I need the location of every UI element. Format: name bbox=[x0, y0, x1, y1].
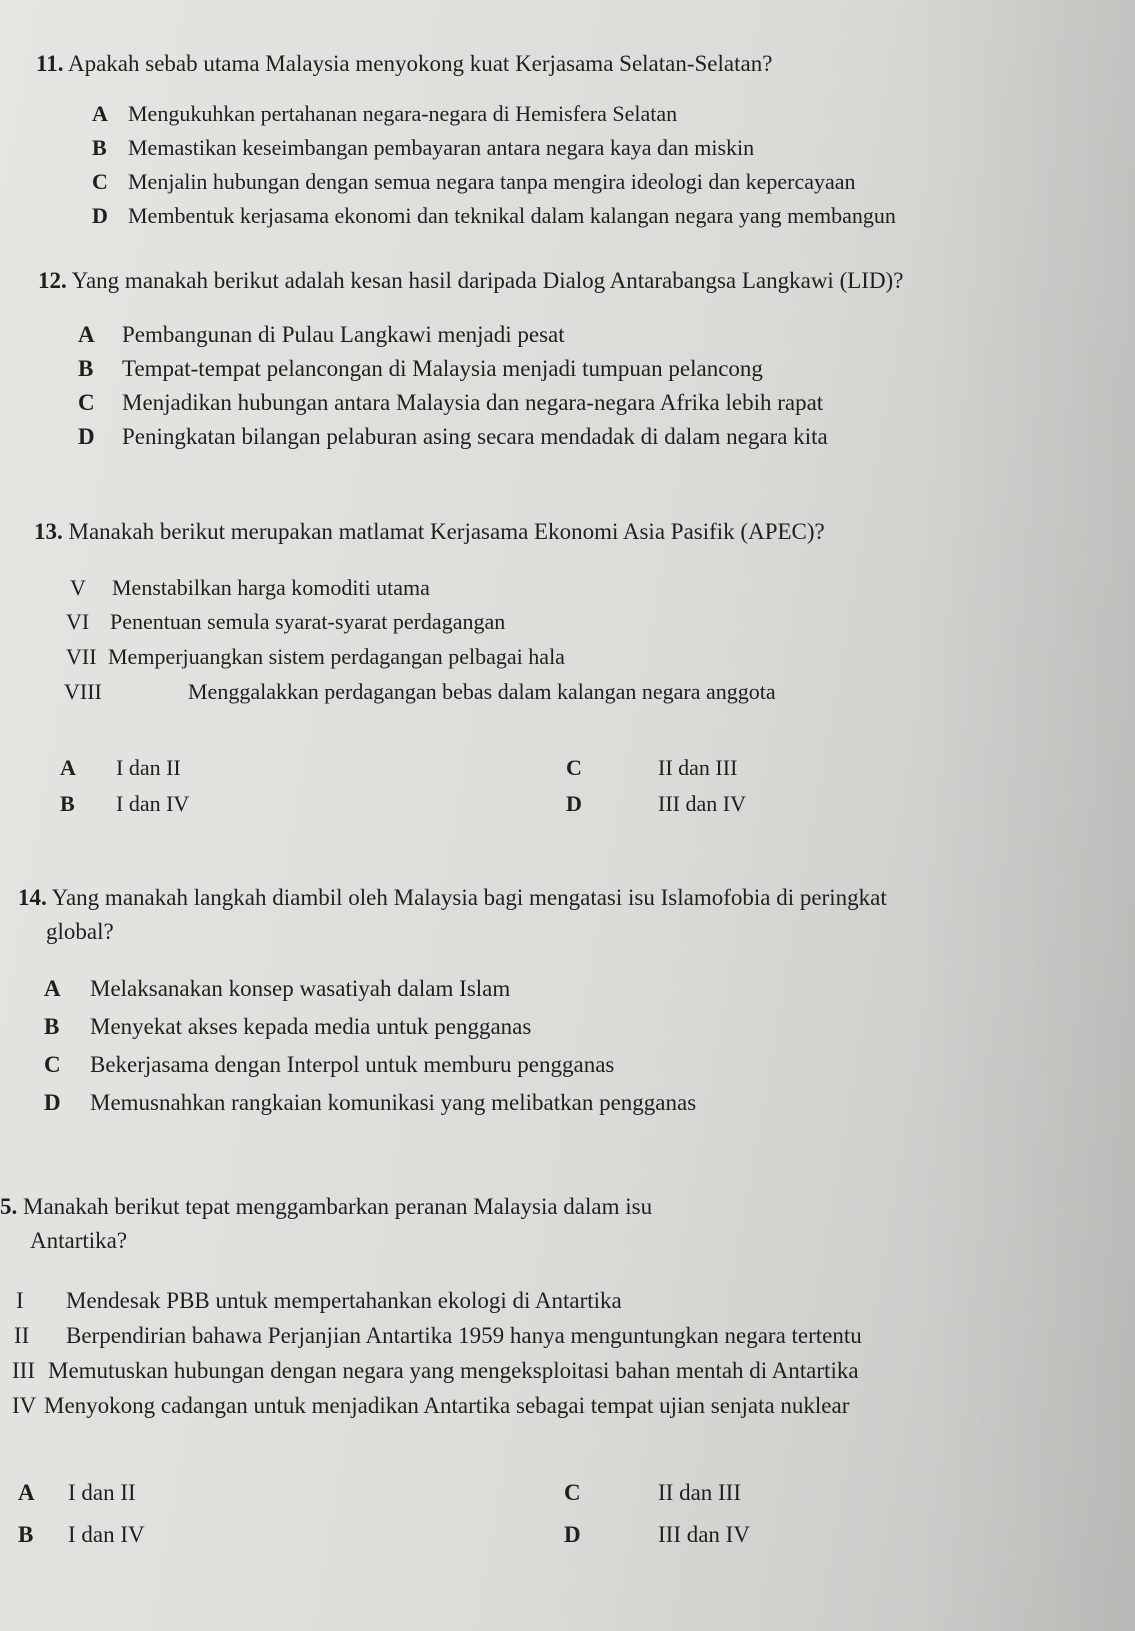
option-text: Mengukuhkan pertahanan negara-negara di Hemisfera Selatan bbox=[128, 101, 678, 126]
option-text: Memusnahkan rangkaian komunikasi yang melibatkan pengganas bbox=[90, 1090, 697, 1115]
option-b bbox=[92, 134, 754, 162]
question-number: 12. bbox=[38, 268, 67, 293]
option-text: Peningkatan bilangan pelaburan asing secara mendadak di dalam negara kita bbox=[122, 424, 828, 449]
answer-b bbox=[18, 1521, 145, 1549]
answer-b bbox=[60, 790, 189, 818]
statement-text: Menstabilkan harga komoditi utama bbox=[112, 575, 430, 600]
answer-letter: A bbox=[60, 755, 76, 780]
statement-roman: I bbox=[16, 1288, 24, 1313]
option-c bbox=[44, 1051, 614, 1079]
statement-text: Memperjuangkan sistem perdagangan pelbagai hala bbox=[108, 644, 565, 669]
answer-text: III dan IV bbox=[658, 1522, 750, 1547]
answer-letter: B bbox=[18, 1522, 34, 1547]
option-text: Menjalin hubungan dengan semua negara tanpa mengira ideologi dan kepercayaan bbox=[128, 169, 856, 194]
paper-shadow bbox=[915, 0, 1135, 1631]
statement-viii bbox=[64, 678, 776, 706]
statement-iii bbox=[12, 1357, 859, 1385]
answer-c bbox=[566, 754, 737, 782]
option-text: Memastikan keseimbangan pembayaran antara negara kaya dan miskin bbox=[128, 135, 755, 160]
option-text: Menyekat akses kepada media untuk pengganas bbox=[90, 1014, 532, 1039]
option-d bbox=[78, 423, 828, 451]
answer-text: III dan IV bbox=[658, 791, 746, 816]
statement-text: Menggalakkan perdagangan bebas dalam kalangan negara anggota bbox=[188, 679, 776, 704]
answer-letter: A bbox=[18, 1480, 35, 1505]
option-letter: A bbox=[92, 101, 108, 126]
answer-text: I dan IV bbox=[68, 1522, 145, 1547]
question-14-stem-continued bbox=[46, 918, 114, 946]
option-letter: D bbox=[78, 424, 95, 449]
option-b bbox=[78, 355, 763, 383]
question-text: Manakah berikut tepat menggambarkan peranan Malaysia dalam isu bbox=[23, 1194, 653, 1219]
option-letter: A bbox=[78, 322, 95, 347]
answer-d bbox=[564, 1521, 750, 1549]
answer-c bbox=[564, 1479, 741, 1507]
question-text: global? bbox=[46, 919, 114, 944]
option-letter: C bbox=[92, 169, 108, 194]
answer-text: I dan IV bbox=[116, 791, 190, 816]
option-letter: B bbox=[44, 1014, 60, 1039]
statement-text: Memutuskan hubungan dengan negara yang mengeksploitasi bahan mentah di Antartika bbox=[48, 1358, 859, 1383]
answer-a bbox=[60, 754, 181, 782]
answer-d bbox=[566, 790, 746, 818]
option-a bbox=[78, 321, 565, 349]
question-number: 5. bbox=[0, 1194, 18, 1219]
statement-ii bbox=[14, 1322, 862, 1350]
statement-roman: IV bbox=[12, 1393, 37, 1418]
answer-a bbox=[18, 1479, 136, 1507]
question-12-stem bbox=[38, 267, 903, 295]
statement-roman: II bbox=[14, 1323, 30, 1348]
option-letter: D bbox=[44, 1090, 61, 1115]
option-text: Pembangunan di Pulau Langkawi menjadi pesat bbox=[122, 322, 565, 347]
option-c bbox=[92, 168, 856, 196]
question-13-stem bbox=[34, 518, 825, 546]
question-number: 14. bbox=[18, 885, 47, 910]
statement-roman: VI bbox=[66, 609, 90, 634]
statement-text: Menyokong cadangan untuk menjadikan Antartika sebagai tempat ujian senjata nuklear bbox=[44, 1393, 850, 1418]
option-letter: A bbox=[44, 976, 61, 1001]
option-b bbox=[44, 1013, 531, 1041]
question-text: Yang manakah langkah diambil oleh Malaysia bagi mengatasi isu Islamofobia di peringkat bbox=[51, 885, 887, 910]
option-a bbox=[44, 975, 510, 1003]
question-14-stem bbox=[18, 884, 887, 912]
question-text: Yang manakah berikut adalah kesan hasil daripada Dialog Antarabangsa Langkawi (LID)? bbox=[71, 268, 904, 293]
question-text: Manakah berikut merupakan matlamat Kerjasama Ekonomi Asia Pasifik (APEC)? bbox=[68, 519, 825, 544]
statement-vii bbox=[66, 643, 565, 671]
option-text: Melaksanakan konsep wasatiyah dalam Islam bbox=[90, 976, 511, 1001]
option-letter: C bbox=[78, 390, 95, 415]
answer-letter: D bbox=[564, 1522, 581, 1547]
option-letter: D bbox=[92, 203, 108, 228]
question-text: Apakah sebab utama Malaysia menyokong kuat Kerjasama Selatan-Selatan? bbox=[67, 51, 773, 76]
statement-text: Penentuan semula syarat-syarat perdagangan bbox=[110, 609, 506, 634]
option-text: Menjadikan hubungan antara Malaysia dan negara-negara Afrika lebih rapat bbox=[122, 390, 824, 415]
option-d bbox=[44, 1089, 696, 1117]
question-15-stem-continued bbox=[30, 1227, 127, 1255]
statement-v bbox=[70, 574, 430, 602]
statement-text: Mendesak PBB untuk mempertahankan ekologi di Antartika bbox=[66, 1288, 622, 1313]
statement-iv bbox=[12, 1392, 849, 1420]
statement-roman: V bbox=[70, 575, 86, 600]
statement-i bbox=[16, 1287, 622, 1315]
option-letter: C bbox=[44, 1052, 61, 1077]
statement-roman: III bbox=[12, 1358, 35, 1383]
answer-letter: B bbox=[60, 791, 75, 816]
option-text: Bekerjasama dengan Interpol untuk memburu pengganas bbox=[90, 1052, 615, 1077]
statement-vi bbox=[66, 608, 505, 636]
question-15-stem bbox=[0, 1193, 652, 1221]
question-text: Antartika? bbox=[30, 1228, 128, 1253]
option-text: Membentuk kerjasama ekonomi dan teknikal dalam kalangan negara yang membangun bbox=[128, 203, 896, 228]
option-c bbox=[78, 389, 823, 417]
statement-roman: VIII bbox=[64, 679, 102, 704]
option-d bbox=[92, 202, 896, 230]
statement-text: Berpendirian bahawa Perjanjian Antartika 1959 hanya menguntungkan negara tertentu bbox=[66, 1323, 862, 1348]
question-11-stem bbox=[36, 50, 772, 78]
question-number: 11. bbox=[36, 51, 64, 76]
answer-text: I dan II bbox=[116, 755, 181, 780]
question-number: 13. bbox=[34, 519, 63, 544]
option-letter: B bbox=[78, 356, 94, 381]
option-a bbox=[92, 100, 677, 128]
option-text: Tempat-tempat pelancongan di Malaysia menjadi tumpuan pelancong bbox=[122, 356, 763, 381]
answer-letter: D bbox=[566, 791, 582, 816]
answer-text: II dan III bbox=[658, 1480, 742, 1505]
option-letter: B bbox=[92, 135, 107, 160]
answer-text: II dan III bbox=[658, 755, 738, 780]
statement-roman: VII bbox=[66, 644, 97, 669]
answer-letter: C bbox=[564, 1480, 581, 1505]
answer-text: I dan II bbox=[68, 1480, 136, 1505]
answer-letter: C bbox=[566, 755, 582, 780]
